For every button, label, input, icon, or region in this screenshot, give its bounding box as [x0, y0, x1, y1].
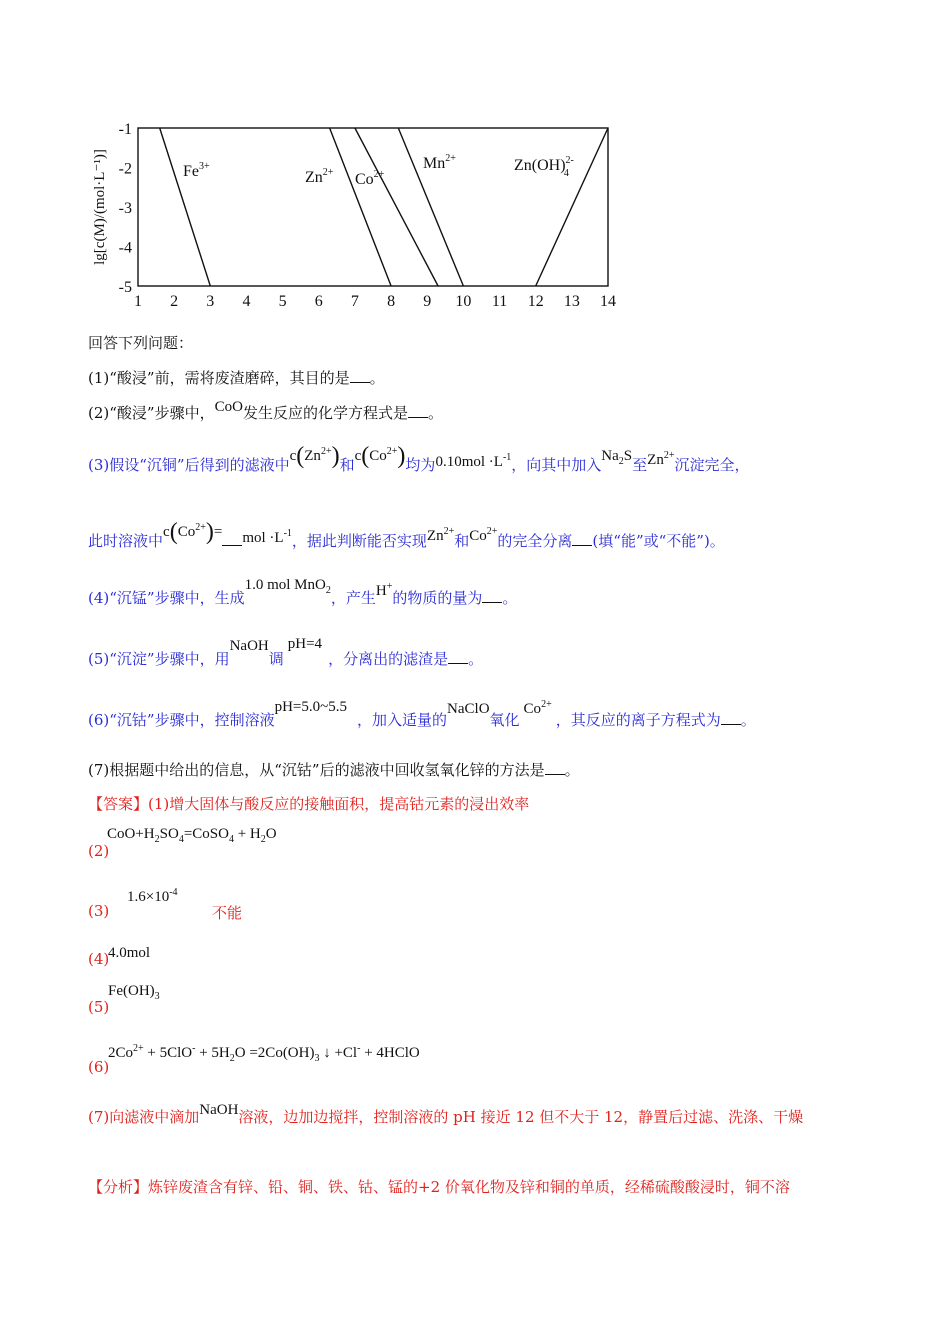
- q3-line2-d: 的完全分离: [497, 532, 573, 550]
- answer-3-label: [88, 902, 109, 920]
- analysis: [88, 1176, 790, 1197]
- a4-label: (4): [88, 950, 110, 968]
- answer-label: 【答案】: [88, 795, 149, 813]
- q1-end: 。: [369, 369, 385, 387]
- series-label: $Zn^{2+}$: [305, 167, 334, 186]
- series-line: [160, 128, 211, 286]
- ph-range: pH=5.0~5.5: [274, 699, 348, 715]
- x-tick-label: 2: [170, 293, 179, 310]
- mno2-formula: 1.0 mol MnO$_2$: [244, 577, 331, 596]
- naclo-formula: NaClO: [447, 701, 490, 717]
- q6-end: 。: [740, 711, 756, 729]
- answer-4-label: [88, 950, 109, 968]
- series-label: $Fe^{3+}$: [183, 161, 210, 180]
- co2-ion: $Co^{2+}$: [523, 699, 552, 717]
- a3-exponent: -4: [169, 887, 178, 898]
- x-tick-label: 5: [278, 293, 287, 310]
- series-line: [355, 128, 438, 286]
- x-tick-label: 10: [455, 293, 472, 310]
- answer-blank: [408, 405, 428, 418]
- zn2-ion: $Zn^{2+}$: [647, 450, 675, 468]
- question-2: [88, 399, 443, 423]
- q3-line2-a: 此时溶液中: [88, 532, 164, 550]
- q7-text: (7)根据题中给出的信息，从“沉钴”后的滤液中回收氢氧化锌的方法是: [88, 761, 545, 779]
- answer-1: [88, 793, 529, 814]
- answer-blank: [482, 590, 502, 603]
- q4-text-a: (4)“沉锰”步骤中，生成: [88, 589, 245, 607]
- y-tick-label: -5: [118, 279, 132, 296]
- na2s-formula: $Na_2S$: [601, 448, 633, 467]
- a7-text-b: 溶液，边加边搅拌，控制溶液的 pH 接近 12 但不大于 12，静置后过滤、洗涤、干燥: [238, 1108, 804, 1126]
- series-label: $Mn^{2+}$: [423, 153, 456, 172]
- q7-end: 。: [564, 761, 580, 779]
- answer-blank: [572, 533, 592, 546]
- q6-text-b: ，加入适量的: [357, 711, 448, 729]
- analysis-text: 炼锌废渣含有锌、铅、铜、铁、钴、锰的+2 价氧化物及锌和铜的单质，经稀硫酸酸浸时，铜不溶: [148, 1178, 790, 1196]
- question-7: [88, 759, 580, 780]
- question-4: [88, 577, 518, 610]
- a6-label: (6): [88, 1058, 110, 1076]
- naoh-formula: NaOH: [229, 638, 269, 654]
- series-line: [398, 128, 463, 286]
- q2-formula: CoO: [214, 399, 243, 415]
- h-ion: H+: [375, 581, 393, 599]
- co2-ion: $Co^{2+}$: [469, 526, 498, 544]
- x-tick-label: 6: [314, 293, 323, 310]
- q3-unit: mol $\cdot L^{-1}$: [242, 528, 292, 546]
- q3-text-b: 均为: [405, 456, 436, 474]
- x-tick-label: 8: [387, 293, 396, 310]
- c-co2-formula: $c(Co^{2+})=$: [163, 519, 223, 545]
- q5-text-b: ，分离出的滤渣是: [328, 650, 449, 668]
- q6-text-c: ，其反应的离子方程式为: [555, 711, 721, 729]
- q4-text-c: 的物质的量为: [392, 589, 483, 607]
- q5-end: 。: [468, 650, 484, 668]
- q3-text-c: ，向其中加入: [511, 456, 602, 474]
- q3-concentration: $0.10mol \cdot L^{-1}$: [435, 452, 512, 470]
- q3-unit-text: mol ·L: [242, 530, 284, 546]
- x-tick-label: 9: [423, 293, 432, 310]
- q2-text-b: 发生反应的化学方程式是: [242, 404, 408, 422]
- a6-equation: $2Co^{2+} + 5ClO^- + 5H_2O =2Co(OH)_3$ ↓ +Cl- + 4HClO: [108, 1043, 420, 1064]
- x-tick-label: 13: [563, 293, 580, 310]
- x-tick-label: 7: [350, 293, 359, 310]
- q5-text-a: (5)“沉淀”步骤中，用: [88, 650, 230, 668]
- series-label: $Co^{2+}$: [355, 169, 385, 188]
- a1-text: (1)增大固体与酸反应的接触面积，提高钴元素的浸出效率: [148, 795, 530, 813]
- answer-5-label: [88, 998, 109, 1016]
- answer-blank: [350, 370, 370, 383]
- x-tick-label: 14: [600, 293, 616, 310]
- q3-line2-c: 和: [454, 532, 470, 550]
- q3-line2-e: (填“能”或“不能”)。: [592, 532, 725, 550]
- a5-label: (5): [88, 998, 110, 1016]
- q3-and: 和: [339, 456, 355, 474]
- q1-text: (1)“酸浸”前，需将废渣磨碎，其目的是: [88, 369, 350, 387]
- x-tick-label: 1: [134, 293, 142, 310]
- y-axis-label: lg[c(M)/(mol·L⁻¹)]: [92, 149, 108, 265]
- a3-value: [127, 887, 178, 906]
- a7-naoh: NaOH: [199, 1102, 239, 1118]
- ph-value: pH=4: [287, 636, 323, 652]
- s-text: S: [623, 448, 633, 464]
- a3-cannot: [212, 902, 242, 923]
- a4-value: 4.0mol: [108, 945, 151, 961]
- series-label: Zn(OH)$^{2-}$4: [514, 155, 574, 179]
- analysis-label: 【分析】: [88, 1178, 149, 1196]
- answer-blank: [222, 533, 242, 546]
- question-6: [88, 699, 756, 730]
- q4-end: 。: [502, 589, 518, 607]
- solubility-chart: [0, 0, 950, 320]
- q2-text-a: (2)“酸浸”步骤中，: [88, 404, 215, 422]
- q3-conc-text: 0.10mol ·L: [435, 454, 503, 470]
- question-3-line-1: [88, 443, 750, 477]
- question-5: [88, 636, 484, 669]
- a3-cannot-text: 不能: [212, 904, 243, 922]
- intro-line: [88, 332, 193, 353]
- series-line: [536, 128, 608, 286]
- answer-7: [88, 1102, 804, 1127]
- x-tick-label: 11: [491, 293, 508, 310]
- a7-text-a: (7)向滤液中滴加: [88, 1108, 200, 1126]
- q6-text-a: (6)“沉钴”步骤中，控制溶液: [88, 711, 275, 729]
- a3-label: (3): [88, 902, 110, 920]
- question-1: [88, 367, 385, 388]
- a5-value-text: Fe(OH): [108, 983, 155, 999]
- y-tick-label: -2: [118, 160, 132, 178]
- q4-text-b: ，产生: [330, 589, 376, 607]
- c-co2-formula: $c(Co^{2+})$: [354, 443, 406, 469]
- a2-label: (2): [88, 842, 110, 860]
- y-tick-label: -1: [118, 121, 132, 138]
- a3-value-text: 1.6×10: [127, 889, 170, 905]
- answer-blank: [721, 712, 741, 725]
- a5-value: $Fe(OH)_3$: [108, 983, 160, 1002]
- x-tick-label: 4: [242, 293, 251, 310]
- answer-blank: [448, 651, 468, 664]
- q3-text-a: (3)假设“沉铜”后得到的滤液中: [88, 456, 290, 474]
- y-tick-label: -3: [118, 200, 132, 217]
- y-tick-label: -4: [118, 239, 132, 257]
- q3-line2-b: ，据此判断能否实现: [291, 532, 427, 550]
- answer-blank: [545, 762, 565, 775]
- mno2-text: 1.0 mol MnO: [244, 577, 326, 593]
- x-tick-label: 12: [527, 293, 544, 310]
- q3-to: 至: [632, 456, 648, 474]
- q6-ox: 氧化: [489, 711, 520, 729]
- q5-tune: 调: [268, 650, 284, 668]
- a2-equation: $CoO+H_2SO_4=CoSO_4 + H_2O$: [107, 826, 277, 845]
- q3-text-d: 沉淀完全，: [674, 456, 750, 474]
- c-zn2-formula: $c(Zn^{2+})$: [289, 443, 340, 469]
- plot-frame: [138, 128, 608, 286]
- series-line: [330, 128, 391, 286]
- na-text: Na: [601, 448, 619, 464]
- intro-text: 回答下列问题：: [88, 334, 194, 352]
- zn2-ion: $Zn^{2+}$: [426, 526, 455, 544]
- question-3-line-2: [88, 519, 725, 553]
- answer-6-label: [88, 1058, 109, 1076]
- q2-end: 。: [427, 404, 443, 422]
- x-tick-label: 3: [206, 293, 215, 310]
